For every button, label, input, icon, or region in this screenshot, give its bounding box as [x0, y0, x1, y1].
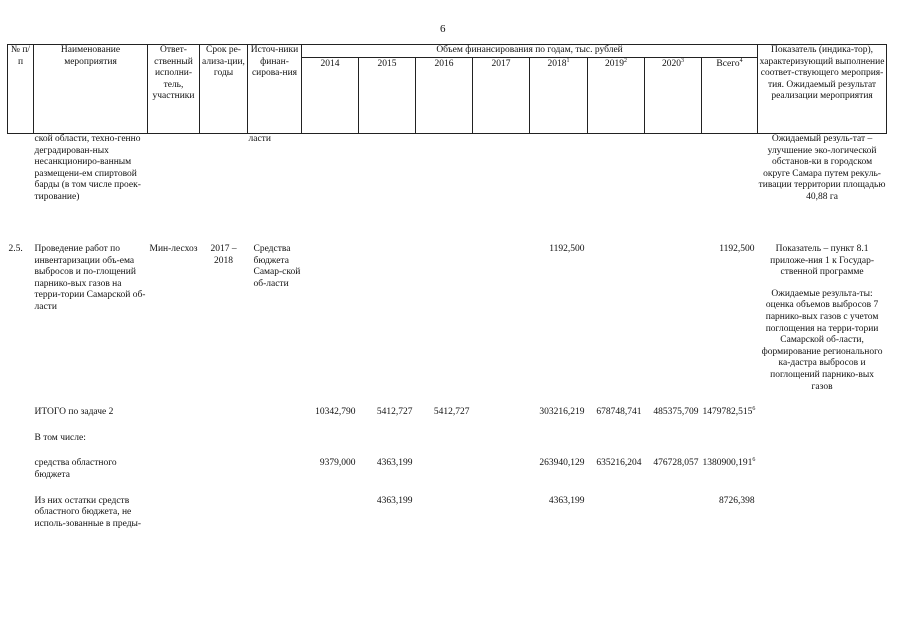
row-25-indicator-1: Показатель – пункт 8.1 приложе-ния 1 к Государ-ственной программе [770, 244, 874, 278]
row-total-label: ИТОГО по задаче 2 [34, 407, 114, 418]
row-regional-label: средства областного бюджета [34, 458, 117, 480]
header-year-2015: 2015 [359, 57, 416, 133]
header-indicator: Показатель (индика-тор), характеризующий выполнение соответ-ствующего мероприя-тия. Ожидаемый результат реализации мероприятия [758, 45, 887, 134]
table-row-continuation [8, 134, 887, 231]
row-remains-2015: 4363,199 [376, 495, 413, 506]
row-remains-total: 8726,398 [718, 495, 755, 506]
row-regional-2015: 4363,199 [376, 458, 413, 469]
header-num: № п/п [8, 45, 34, 134]
table-row-incl [8, 419, 887, 445]
row-remains-2018: 4363,199 [548, 495, 585, 506]
row-25-total: 1192,500 [719, 244, 755, 254]
header-year-2020: 2020$^3$ [645, 57, 702, 133]
header-year-2014: 2014 [302, 57, 359, 133]
header-responsible: Ответ-ственный исполни-тель, участники [148, 45, 200, 134]
table-header [8, 45, 887, 134]
row-25-2018: 1192,500 [549, 244, 585, 254]
row-total-2014: 10342,790 [315, 407, 356, 418]
row-cont-indicator: Ожидаемый резуль-тат – улучшение эко-логической обстанов-ки в городском округе Самара путем рекуль-тивации территории площадью 40,88 га [758, 134, 886, 202]
row-25-num: 2.5. [8, 244, 23, 254]
row-25-indicator-2: Ожидаемые результа-ты: оценка объемов выбросов 7 парнико-вых газов с учетом поглощения на терри-тории Самарской об-ласти, формирование регионального ка-дастра выбросов и поглощений парнико-вых газов [761, 288, 883, 392]
row-cont-source: ласти [248, 134, 271, 144]
row-total-2019: 678748,741 [596, 407, 642, 418]
row-regional-2018: 263940,129 [539, 458, 585, 469]
row-regional-2014: 9379,000 [319, 458, 356, 469]
header-year-2019: 2019$^2$ [588, 57, 645, 133]
row-25-name: Проведение работ по инвентаризации объ-ема выбросов и по-глощений парнико-вых газов на терри-тории Самарской об-ласти [34, 244, 146, 312]
page-number: 6 [440, 23, 446, 35]
table-row-2-5 [8, 230, 887, 393]
header-year-total: Всего$^4$ [702, 57, 758, 133]
row-remains-label: Из них остатки средств областного бюджета, не исполь-зованные в преды- [34, 495, 142, 529]
table-row-remains [8, 482, 887, 531]
row-regional-2020: 476728,057 [653, 458, 699, 469]
header-name: Наименование мероприятия [34, 45, 148, 134]
row-25-source: Средства бюджета Самар-ской об-ласти [253, 244, 301, 289]
row-25-indicator [758, 230, 887, 393]
header-source: Источ-ники финан-сирова-ния [248, 45, 302, 134]
table-row-regional [8, 444, 887, 481]
table-row-total [8, 393, 887, 419]
header-year-2016: 2016 [416, 57, 473, 133]
row-regional-total: 1380900,191$^6$ [702, 457, 756, 469]
row-25-term: 2017 – 2018 [210, 244, 237, 266]
header-year-2018: 2018$^1$ [530, 57, 588, 133]
row-total-2015: 5412,727 [376, 407, 413, 418]
financing-table [7, 44, 887, 530]
row-total-2016: 5412,727 [433, 407, 470, 418]
row-total-2018: 303216,219 [539, 407, 585, 418]
header-financing: Объем финансирования по годам, тыс. рублей [302, 45, 758, 58]
row-regional-2019: 635216,204 [596, 458, 642, 469]
row-cont-name: ской области, техно-генно деградирован-ных несанкциониро-ванным размещени-ем спиртовой барды (в том числе проек-тирование) [34, 134, 141, 202]
row-25-responsible: Мин-лесхоз [149, 244, 198, 254]
row-total-2020: 485375,709 [653, 407, 699, 418]
row-total-total: 1479782,515$^6$ [702, 405, 756, 418]
row-incl-label: В том числе: [34, 432, 86, 443]
header-term: Срок ре-ализа-ции, годы [200, 45, 248, 134]
header-year-2017: 2017 [473, 57, 530, 133]
